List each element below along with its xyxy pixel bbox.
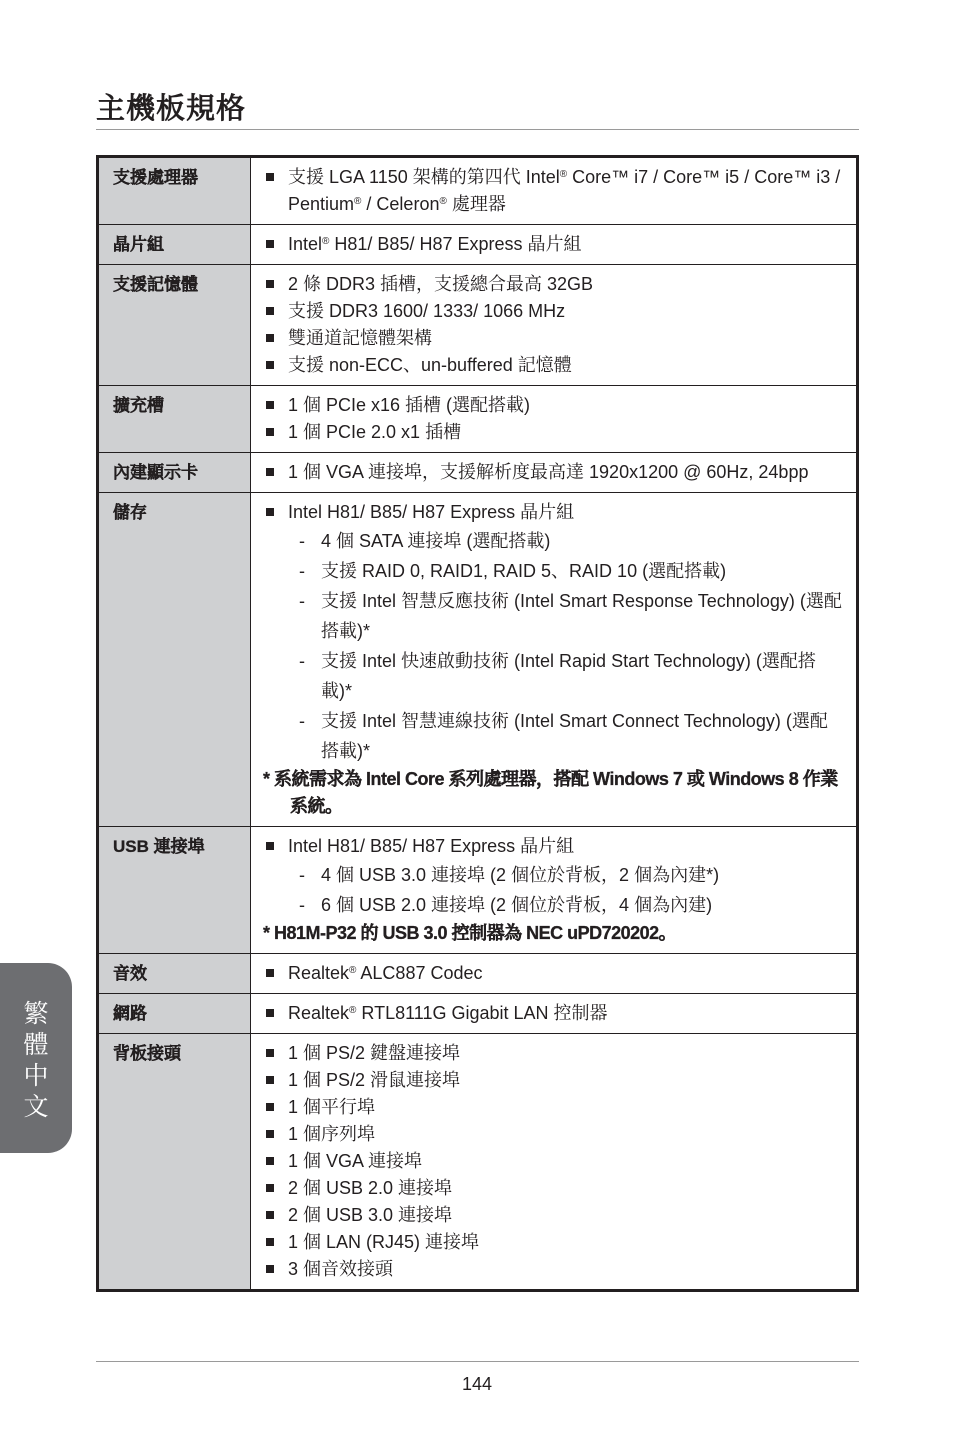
spec-row-memory bbox=[98, 265, 858, 386]
spec-label-usb: USB 連接埠 bbox=[98, 827, 251, 954]
sub-list-item: - 4 個 USB 3.0 連接埠 (2 個位於背板，2 個為內建*) bbox=[263, 860, 842, 890]
spec-content-chipset bbox=[251, 225, 858, 265]
spec-content-memory bbox=[251, 265, 858, 386]
registered-mark: ® bbox=[354, 196, 362, 207]
spec-label-graphics: 內建顯示卡 bbox=[98, 453, 251, 493]
list-item bbox=[263, 960, 842, 987]
spec-row-back-panel bbox=[98, 1034, 858, 1291]
text-segment: Realtek bbox=[288, 963, 350, 983]
list-item: Intel H81/ B85/ H87 Express 晶片組 bbox=[263, 833, 842, 860]
sub-list-item: - 支援 Intel 智慧反應技術 (Intel Smart Response Technology) (選配搭載)* bbox=[263, 586, 842, 646]
spec-label-lan: 網路 bbox=[98, 994, 251, 1034]
spec-label-chipset: 晶片組 bbox=[98, 225, 251, 265]
spec-content-lan bbox=[251, 994, 858, 1034]
text-segment: ALC887 Codec bbox=[356, 963, 483, 983]
spec-label-expansion: 擴充槽 bbox=[98, 386, 251, 453]
spec-row-graphics bbox=[98, 453, 858, 493]
list-item: 1 個 PCIe 2.0 x1 插槽 bbox=[263, 419, 842, 446]
list-item: 雙通道記憶體架構 bbox=[263, 325, 842, 352]
title-divider bbox=[96, 129, 859, 130]
page-title: 主機板規格 bbox=[96, 93, 247, 125]
spec-content-cpu bbox=[251, 157, 858, 225]
list-item: 2 個 USB 2.0 連接埠 bbox=[263, 1175, 842, 1202]
sub-list-item: - 4 個 SATA 連接埠 (選配搭載) bbox=[263, 526, 842, 556]
sub-list-item: - 支援 Intel 快速啟動技術 (Intel Rapid Start Technology) (選配搭載)* bbox=[263, 646, 842, 706]
spec-row-expansion bbox=[98, 386, 858, 453]
spec-table bbox=[96, 155, 859, 1292]
language-tab-label: 繁體中文 bbox=[20, 1000, 48, 1124]
list-item bbox=[263, 231, 842, 258]
registered-mark: ® bbox=[439, 196, 447, 207]
list-item: 1 個 PS/2 滑鼠連接埠 bbox=[263, 1067, 842, 1094]
spec-content-back-panel bbox=[251, 1034, 858, 1291]
registered-mark: ® bbox=[322, 236, 330, 247]
footnote: * 系統需求為 Intel Core 系列處理器，搭配 Windows 7 或 Windows 8 作業系統。 bbox=[263, 769, 838, 816]
spec-row-audio bbox=[98, 954, 858, 994]
page-number: 144 bbox=[461, 1374, 493, 1394]
list-item: 1 個平行埠 bbox=[263, 1094, 842, 1121]
text-segment: 處理器 bbox=[446, 194, 506, 214]
list-item: 3 個音效接頭 bbox=[263, 1256, 842, 1283]
spec-row-cpu bbox=[98, 157, 858, 225]
spec-label-audio: 音效 bbox=[98, 954, 251, 994]
spec-content-graphics bbox=[251, 453, 858, 493]
list-item: 2 個 USB 3.0 連接埠 bbox=[263, 1202, 842, 1229]
spec-label-back-panel: 背板接頭 bbox=[98, 1034, 251, 1291]
spec-content-storage bbox=[251, 493, 858, 827]
spec-label-memory: 支援記憶體 bbox=[98, 265, 251, 386]
spec-label-cpu: 支援處理器 bbox=[98, 157, 251, 225]
text-segment: / Celeron bbox=[361, 194, 440, 214]
list-item bbox=[263, 1000, 842, 1027]
text-segment: Realtek bbox=[288, 1003, 350, 1023]
registered-mark: ® bbox=[349, 1005, 357, 1016]
list-item: 支援 DDR3 1600/ 1333/ 1066 MHz bbox=[263, 298, 842, 325]
list-item bbox=[263, 164, 842, 218]
spec-content-audio bbox=[251, 954, 858, 994]
footnote: * H81M-P32 的 USB 3.0 控制器為 NEC uPD720202。 bbox=[263, 923, 677, 943]
spec-row-usb bbox=[98, 827, 858, 954]
spec-label-storage: 儲存 bbox=[98, 493, 251, 827]
spec-content-usb bbox=[251, 827, 858, 954]
text-segment: Intel bbox=[288, 234, 323, 254]
text-segment: 支援 LGA 1150 架構的第四代 Intel bbox=[288, 167, 560, 187]
list-item: 1 個 PCIe x16 插槽 (選配搭載) bbox=[263, 392, 842, 419]
registered-mark: ® bbox=[559, 169, 568, 180]
sub-list-item: - 支援 RAID 0, RAID1, RAID 5、RAID 10 (選配搭載) bbox=[263, 556, 842, 586]
footer-divider bbox=[96, 1361, 859, 1362]
list-item: Intel H81/ B85/ H87 Express 晶片組 bbox=[263, 499, 842, 526]
list-item: 1 個 VGA 連接埠，支援解析度最高達 1920x1200 @ 60Hz, 24bpp bbox=[263, 459, 842, 486]
spec-row-storage bbox=[98, 493, 858, 827]
list-item: 1 個 VGA 連接埠 bbox=[263, 1148, 842, 1175]
sub-list-item: - 6 個 USB 2.0 連接埠 (2 個位於背板，4 個為內建) bbox=[263, 890, 842, 920]
list-item: 1 個 PS/2 鍵盤連接埠 bbox=[263, 1040, 842, 1067]
text-segment: H81/ B85/ H87 Express 晶片組 bbox=[329, 234, 582, 254]
text-segment: RTL8111G Gigabit LAN 控制器 bbox=[356, 1003, 608, 1023]
sub-list-item: - 支援 Intel 智慧連線技術 (Intel Smart Connect Technology) (選配搭載)* bbox=[263, 706, 842, 766]
spec-row-chipset bbox=[98, 225, 858, 265]
spec-row-lan bbox=[98, 994, 858, 1034]
registered-mark: ® bbox=[349, 965, 357, 976]
text-segment: Core™ i7 / Core™ i5 / Core™ i3 / Pentium bbox=[288, 167, 841, 214]
list-item: 1 個序列埠 bbox=[263, 1121, 842, 1148]
list-item: 1 個 LAN (RJ45) 連接埠 bbox=[263, 1229, 842, 1256]
list-item: 支援 non-ECC、un-buffered 記憶體 bbox=[263, 352, 842, 379]
list-item: 2 條 DDR3 插槽，支援總合最高 32GB bbox=[263, 271, 842, 298]
spec-content-expansion bbox=[251, 386, 858, 453]
